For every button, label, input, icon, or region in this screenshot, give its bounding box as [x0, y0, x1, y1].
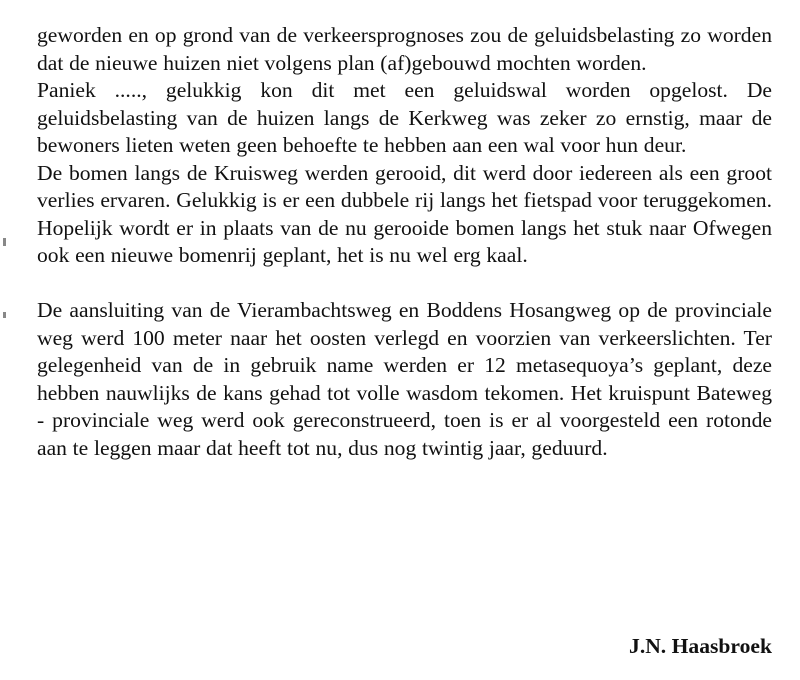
- scan-artifact: [3, 312, 6, 318]
- paragraph-spacer: [37, 270, 772, 298]
- paragraph-3: De bomen langs de Kruisweg werden gerooid, dit werd door iedereen als een groot verlies ervaren. Gelukkig is er een dubbele rij langs het fietspad voor teruggekomen. Hopelijk wordt er in plaats van de nu gerooide bomen langs het stuk naar Ofwegen ook een nieuwe bomenrij geplant, het is nu wel erg kaal.: [37, 160, 772, 267]
- author-signature: J.N. Haasbroek: [629, 634, 772, 658]
- document-body: [37, 22, 772, 462]
- scan-artifact: [3, 238, 6, 246]
- paragraph-4: De aansluiting van de Vierambachtsweg en Boddens Hosangweg op de provinciale weg werd 100 meter naar het oosten verlegd en voorzien van verkeerslichten. Ter gelegenheid van de in gebruik name werden er 12 metasequoya’s geplant, deze hebben nauwlijks de kans gehad tot volle wasdom tekomen. Het kruispunt Bateweg - provinciale weg werd ook gereconstrueerd, toen is er al voorgesteld een rotonde aan te leggen maar dat heeft tot nu, dus nog twintig jaar, geduurd.: [37, 298, 772, 460]
- paragraph-1: geworden en op grond van de verkeersprognoses zou de geluidsbelasting zo worden dat de nieuwe huizen niet volgens plan (af)gebouwd mochten worden.: [37, 23, 772, 75]
- paragraph-2: Paniek ....., gelukkig kon dit met een geluidswal worden opgelost. De geluidsbelasting van de huizen langs de Kerkweg was zeker zo ernstig, maar de bewoners lieten weten geen behoefte te hebben aan een wal voor hun deur.: [37, 78, 772, 157]
